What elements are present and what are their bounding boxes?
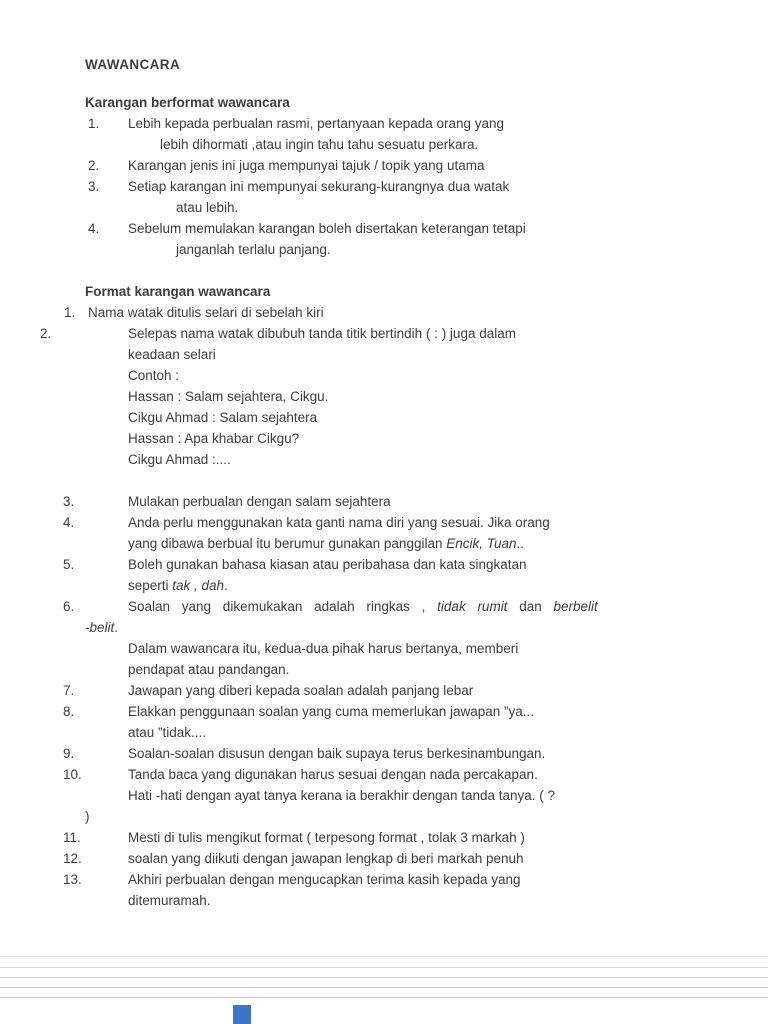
text-line xyxy=(128,659,768,680)
text-segment: Hati -hati dengan ayat tanya kerana ia berakhir dengan tanda tanya. ( ? xyxy=(128,788,556,803)
doc-title: WAWANCARA xyxy=(85,57,181,72)
text-line xyxy=(128,764,768,785)
text-segment: Hassan : Salam sejahtera, Cikgu. xyxy=(128,389,329,404)
text-line xyxy=(128,428,768,449)
text-segment: yang dibawa berbual itu berumur gunakan panggilan xyxy=(128,536,447,551)
list-item xyxy=(63,596,768,638)
text-segment: Karangan jenis ini juga mempunyai tajuk / topik yang utama xyxy=(128,158,485,173)
text-line xyxy=(128,239,768,260)
italic-text-segment: Encik, Tuan xyxy=(446,536,517,551)
text-line xyxy=(85,806,768,827)
text-segment: Cikgu Ahmad :.... xyxy=(128,452,231,467)
format-item2 xyxy=(0,323,768,470)
item-text xyxy=(128,554,768,596)
text-line xyxy=(128,533,768,554)
item-number: 11. xyxy=(63,830,81,845)
item-number: 3. xyxy=(88,179,100,194)
item-number: 3. xyxy=(63,494,75,509)
text-line xyxy=(128,722,768,743)
text-line xyxy=(128,680,768,701)
text-line xyxy=(128,113,768,134)
italic-text-segment: tidak rumit xyxy=(437,599,508,614)
text-segment: soalan yang diikuti dengan jawapan lengkap di beri markah penuh xyxy=(128,851,524,866)
text-segment: Setiap karangan ini mempunyai sekurang-kurangnya dua watak xyxy=(128,179,510,194)
item-text xyxy=(128,113,768,155)
list-item xyxy=(88,176,768,218)
text-line xyxy=(128,407,768,428)
list-item xyxy=(63,680,768,701)
text-line xyxy=(128,218,768,239)
item-number: 6. xyxy=(63,599,75,614)
list-item xyxy=(63,554,768,596)
text-line xyxy=(128,848,768,869)
text-segment: Hassan : Apa khabar Cikgu? xyxy=(128,431,300,446)
item-text xyxy=(128,491,768,512)
text-line xyxy=(128,554,768,575)
page-edge-line xyxy=(0,956,768,957)
blue-marker xyxy=(233,1005,251,1024)
item-text xyxy=(128,155,768,176)
text-line xyxy=(128,743,768,764)
item-text xyxy=(85,596,768,638)
item-text xyxy=(128,218,768,260)
text-segment: keadaan selari xyxy=(128,347,216,362)
text-segment: Soalan yang dikemukakan adalah ringkas , xyxy=(128,599,438,614)
text-segment: Elakkan penggunaan soalan yang cuma memerlukan jawapan ”ya... xyxy=(128,704,535,719)
text-line xyxy=(128,890,768,911)
item-number: 9. xyxy=(63,746,75,761)
list-item xyxy=(64,302,768,323)
section2-heading: Format karangan wawancara xyxy=(85,284,271,299)
item-text xyxy=(128,638,768,680)
item-text xyxy=(128,680,768,701)
text-segment: ditemuramah. xyxy=(128,893,211,908)
list-item xyxy=(63,869,768,911)
text-segment: . xyxy=(114,620,119,635)
text-line xyxy=(128,344,768,365)
text-line xyxy=(128,449,768,470)
item-number: 13. xyxy=(63,872,82,887)
list-item xyxy=(88,155,768,176)
text-segment: dan xyxy=(507,599,554,614)
text-line xyxy=(128,512,768,533)
text-line xyxy=(128,785,768,806)
text-line xyxy=(128,827,768,848)
item-text xyxy=(128,848,768,869)
format-list xyxy=(0,491,768,911)
text-segment: Mulakan perbualan dengan salam sejahtera xyxy=(128,494,391,509)
list-item xyxy=(63,512,768,554)
page-edge-line xyxy=(0,977,768,978)
text-line xyxy=(85,617,768,638)
text-segment: . xyxy=(224,578,228,593)
item-text xyxy=(128,701,768,743)
text-segment: Akhiri perbualan dengan mengucapkan terima kasih kepada yang xyxy=(128,872,521,887)
text-segment: atau ”tidak.... xyxy=(128,725,207,740)
italic-text-segment: berbelit xyxy=(553,599,598,614)
text-line xyxy=(128,176,768,197)
text-segment: pendapat atau pandangan. xyxy=(128,662,290,677)
list-item xyxy=(63,827,768,848)
item-text xyxy=(85,764,768,827)
text-line xyxy=(128,323,768,344)
list-item xyxy=(63,491,768,512)
text-line xyxy=(128,386,768,407)
text-line xyxy=(128,134,768,155)
page-edge-line xyxy=(0,987,768,988)
text-segment: Contoh : xyxy=(128,368,180,383)
list-item xyxy=(40,323,768,470)
italic-text-segment: tak , dah xyxy=(172,578,225,593)
format-list-intro xyxy=(0,302,768,323)
text-line xyxy=(128,638,768,659)
item-text xyxy=(128,176,768,218)
item-number: 5. xyxy=(63,557,75,572)
text-line xyxy=(128,197,768,218)
item-number: 12. xyxy=(63,851,82,866)
text-segment: Soalan-soalan disusun dengan baik supaya terus berkesinambungan. xyxy=(128,746,546,761)
text-segment: Sebelum memulakan karangan boleh disertakan keterangan tetapi xyxy=(128,221,526,236)
item-number: 10. xyxy=(63,767,82,782)
text-segment: Boleh gunakan bahasa kiasan atau peribahasa dan kata singkatan xyxy=(128,557,527,572)
item-number: 8. xyxy=(63,704,75,719)
text-line xyxy=(88,302,768,323)
list-item xyxy=(88,113,768,155)
text-segment: Nama watak ditulis selari di sebelah kiri xyxy=(88,305,324,320)
item-number: 1. xyxy=(88,116,100,131)
text-line xyxy=(128,701,768,722)
list-item xyxy=(63,701,768,743)
text-segment: .. xyxy=(516,536,525,551)
text-line xyxy=(128,596,768,617)
text-segment: atau lebih. xyxy=(176,200,239,215)
item-text xyxy=(128,323,768,470)
text-line xyxy=(128,869,768,890)
item-number: 2. xyxy=(40,326,52,341)
text-line xyxy=(128,365,768,386)
page-edge-line xyxy=(0,997,768,998)
text-segment: lebih dihormati ,atau ingin tahu tahu sesuatu perkara. xyxy=(160,137,479,152)
document-content xyxy=(0,54,768,911)
text-line xyxy=(128,575,768,596)
text-segment: Jawapan yang diberi kepada soalan adalah panjang lebar xyxy=(128,683,474,698)
text-segment: Dalam wawancara itu, kedua-dua pihak harus bertanya, memberi xyxy=(128,641,519,656)
item-text xyxy=(128,512,768,554)
text-segment: Anda perlu menggunakan kata ganti nama diri yang sesuai. Jika orang xyxy=(128,515,550,530)
section1-heading: Karangan berformat wawancara xyxy=(85,95,290,110)
text-line xyxy=(128,155,768,176)
item-text xyxy=(128,869,768,911)
item-number: 4. xyxy=(63,515,75,530)
text-segment: Tanda baca yang digunakan harus sesuai dengan nada percakapan. xyxy=(128,767,538,782)
section1-list xyxy=(0,113,768,260)
text-segment: Lebih kepada perbualan rasmi, pertanyaan kepada orang yang xyxy=(128,116,505,131)
item-number: 2. xyxy=(88,158,100,173)
page-edge-line xyxy=(0,967,768,968)
text-segment: janganlah terlalu panjang. xyxy=(176,242,331,257)
text-line xyxy=(128,491,768,512)
list-item xyxy=(63,764,768,827)
list-item xyxy=(128,638,768,680)
item-text xyxy=(88,302,768,323)
item-number: 7. xyxy=(63,683,75,698)
list-item xyxy=(63,743,768,764)
italic-text-segment: -belit xyxy=(85,620,115,635)
text-segment: Mesti di tulis mengikut format ( terpesong format , tolak 3 markah ) xyxy=(128,830,525,845)
text-segment: Selepas nama watak dibubuh tanda titik bertindih ( : ) juga dalam xyxy=(128,326,516,341)
text-segment: seperti xyxy=(128,578,173,593)
list-item xyxy=(88,218,768,260)
item-number: 4. xyxy=(88,221,100,236)
item-number: 1. xyxy=(64,305,76,320)
text-segment: ) xyxy=(85,809,90,824)
item-text xyxy=(128,827,768,848)
list-item xyxy=(63,848,768,869)
text-segment: Cikgu Ahmad : Salam sejahtera xyxy=(128,410,318,425)
item-text xyxy=(128,743,768,764)
